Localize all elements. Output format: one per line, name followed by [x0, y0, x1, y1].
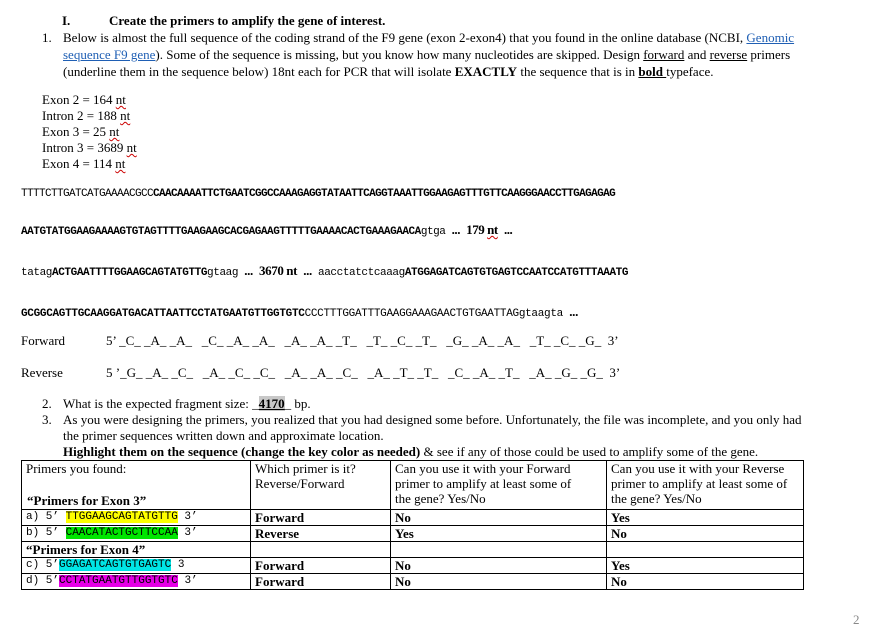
q3-line3: Highlight them on the sequence (change the key color as needed) & see if any of those could be used to amplify some of the gene.: [63, 444, 759, 459]
q2-number: 2.: [42, 396, 52, 411]
q1-text-a: Below is almost the full sequence of the coding strand of the F9 gene (exon 2-exon4) that you found in the online database (NCBI,: [63, 30, 747, 45]
table-header-row: [22, 461, 804, 510]
bold-word: bold: [638, 64, 667, 79]
forward-word: forward: [643, 47, 685, 62]
lengths-list: [42, 92, 137, 172]
table-row: c) 5’GGAGATCAGTGTGAGTC 3 Forward No Yes: [22, 558, 804, 574]
sequence-line-2: AATGTATGGAAGAAAAGTGTAGTTTTGAAGAAGCACGAGAAGTTTTTGAAAACACTGAAAGAACAgtga ... 179 nt ...: [21, 222, 513, 238]
q3-line2: the primer sequences written down and approximate location.: [63, 428, 384, 443]
q2-line: What is the expected fragment size: _4170_ bp.: [63, 396, 311, 411]
section-numeral: I.: [62, 13, 71, 28]
reverse-word: reverse: [709, 47, 748, 62]
reverse-primer-seq: 5 ’_G_ _A_ _C_ _A_ _C_ _C_ _A_ _A_ _C_ _A_ _T_ _T_ _C_ _A_ _T_ _A_ _G_ _G_ 3’: [106, 365, 621, 380]
sequence-line-3: tatagACTGAATTTTGGAAGCAGTATGTTGgtaag ... 3670 nt ... aacctatctcaaagATGGAGATCAGTGTGAGTCCAATCCATGTTTAAATG: [21, 263, 629, 279]
length-exon4: Exon 4 = 114 nt: [42, 156, 126, 171]
section-title: Create the primers to amplify the gene of interest.: [109, 13, 386, 28]
table-row: d) 5’CCTATGAATGTTGGTGTC 3’ Forward No No: [22, 574, 804, 590]
exactly-word: EXACTLY: [454, 64, 518, 79]
typeface-word: typeface.: [666, 64, 714, 79]
table-row: b) 5’ CAACATACTGCTTCCAA 3’ Reverse Yes No: [22, 526, 804, 542]
q3-number: 3.: [42, 412, 52, 427]
reverse-label: Reverse: [21, 365, 63, 380]
primer-d-seq: CCTATGAATGTTGGTGTC: [59, 575, 178, 587]
q1-text-c: and: [684, 47, 710, 62]
primer-b-seq: CAACATACTGCTTCCAA: [65, 527, 178, 539]
q3-line1: As you were designing the primers, you realized that you had designed some before. Unfortunately, the file was incomplete, and you only had: [63, 412, 802, 427]
group-exon4-label: “Primers for Exon 4”: [22, 542, 251, 558]
sequence-line-4: GCGGCAGTTGCAAGGATGACATTAATTCCTATGAATGTTGGTGTCCCCTTTGGATTTGAAGGAAAGAACTGTGAATTAGgtaagta ...: [21, 304, 579, 320]
q1-line3-a: (underline them in the sequence below) 18nt each for PCR that will isolate: [63, 64, 455, 79]
q1-line1: [63, 30, 794, 46]
genomic-link[interactable]: Genomic: [746, 30, 795, 45]
header-primers-found: Primers you found: “Primers for Exon 3”: [22, 461, 251, 510]
forward-label: Forward: [21, 333, 66, 348]
sequence-line-1: TTTTCTTGATCATGAAAACGCCCAACAAAATTCTGAATCGGCCAAAGAGGTATAATTCAGGTAAATTGGAAGAGTTTGTTCAAGGGAACCTTGAGAGAG: [21, 188, 616, 200]
table-row: a) 5’ TTGGAAGCAGTATGTTG 3’ Forward No Yes: [22, 510, 804, 526]
q1-text-d: primers: [747, 47, 791, 62]
f9-sequence-link[interactable]: sequence F9 gene: [63, 47, 156, 62]
length-intron2: Intron 2 = 188 nt: [42, 108, 131, 123]
q1-line2: [63, 47, 790, 63]
group-exon3-label: “Primers for Exon 3”: [27, 493, 147, 508]
fragment-size-answer: 4170: [258, 396, 285, 411]
length-exon3: Exon 3 = 25 nt: [42, 124, 120, 139]
primer-c-seq: GGAGATCAGTGTGAGTC: [59, 559, 172, 571]
group-exon4-row: [22, 542, 804, 558]
header-reverse-use: Can you use it with your Reverse primer to amplify at least some of the gene? Yes/No: [607, 461, 804, 510]
length-exon2: Exon 2 = 164 nt: [42, 92, 126, 107]
primer-a-seq: TTGGAAGCAGTATGTTG: [65, 511, 178, 523]
page-number: 2: [853, 612, 860, 627]
forward-primer-seq: 5’ _C_ _A_ _A_ _C_ _A_ _A_ _A_ _A_ _T_ _T_ _C_ _T_ _G_ _A_ _A_ _T_ _C_ _G_ 3’: [106, 333, 619, 348]
primers-table: [21, 460, 804, 590]
q1-text-b: ). Some of the sequence is missing, but you know how many nucleotides are skipped. Design: [155, 47, 644, 62]
length-intron3: Intron 3 = 3689 nt: [42, 140, 137, 155]
header-forward-use: Can you use it with your Forward primer to amplify at least some of the gene? Yes/No: [391, 461, 607, 510]
q1-line3: [63, 64, 714, 80]
q1-line3-b: the sequence that is in: [517, 64, 639, 79]
q1-number: 1.: [42, 30, 52, 45]
header-primer-type: Which primer is it? Reverse/Forward: [251, 461, 391, 510]
